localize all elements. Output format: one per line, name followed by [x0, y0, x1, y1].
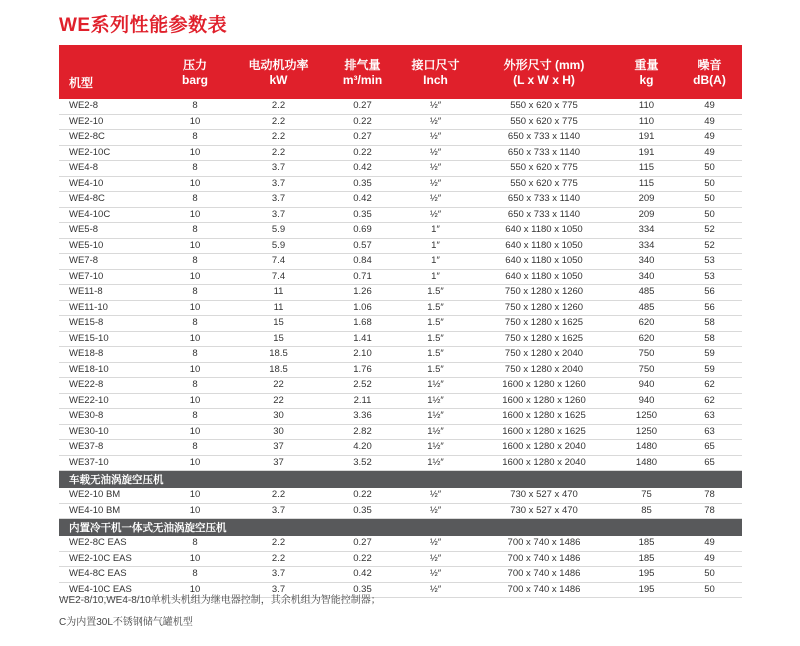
cell-port: 1″: [399, 269, 472, 285]
cell-port: 1.5″: [399, 316, 472, 332]
cell-weight: 195: [616, 567, 677, 583]
cell-power: 2.2: [231, 99, 326, 114]
cell-flow: 0.22: [326, 488, 399, 503]
cell-port: ½″: [399, 145, 472, 161]
cell-power: 7.4: [231, 269, 326, 285]
cell-power: 7.4: [231, 254, 326, 270]
section-title-dryer: 内置冷干机一体式无油涡旋空压机: [59, 519, 742, 537]
cell-weight: 750: [616, 347, 677, 363]
cell-noise: 50: [677, 582, 742, 598]
cell-pressure: 8: [159, 378, 231, 394]
cell-dims: 650 x 733 x 1140: [472, 207, 616, 223]
table-row: [59, 114, 742, 130]
cell-weight: 485: [616, 300, 677, 316]
cell-power: 30: [231, 424, 326, 440]
table-row: [59, 567, 742, 583]
col-unit-flow: m³/min: [326, 73, 399, 99]
cell-weight: 750: [616, 362, 677, 378]
cell-dims: 700 x 740 x 1486: [472, 582, 616, 598]
cell-model: WE2-8: [59, 99, 159, 114]
col-unit-power: kW: [231, 73, 326, 99]
cell-pressure: 8: [159, 161, 231, 177]
cell-model: WE4-10C EAS: [59, 582, 159, 598]
table-row: [59, 254, 742, 270]
cell-pressure: 8: [159, 285, 231, 301]
cell-port: ½″: [399, 207, 472, 223]
col-header-weight: 重量: [616, 45, 677, 73]
cell-model: WE15-10: [59, 331, 159, 347]
cell-noise: 63: [677, 409, 742, 425]
cell-model: WE4-10: [59, 176, 159, 192]
cell-pressure: 8: [159, 316, 231, 332]
cell-power: 15: [231, 316, 326, 332]
cell-port: ½″: [399, 192, 472, 208]
cell-power: 37: [231, 440, 326, 456]
col-unit-pressure: barg: [159, 73, 231, 99]
table-row: [59, 99, 742, 114]
cell-weight: 1480: [616, 455, 677, 471]
cell-dims: 750 x 1280 x 2040: [472, 362, 616, 378]
cell-pressure: 10: [159, 145, 231, 161]
col-unit-dims: (L x W x H): [472, 73, 616, 99]
cell-flow: 0.71: [326, 269, 399, 285]
cell-model: WE5-10: [59, 238, 159, 254]
cell-port: 1½″: [399, 424, 472, 440]
cell-port: 1.5″: [399, 331, 472, 347]
cell-flow: 2.11: [326, 393, 399, 409]
cell-model: WE4-10C: [59, 207, 159, 223]
cell-weight: 620: [616, 331, 677, 347]
cell-dims: 730 x 527 x 470: [472, 503, 616, 519]
table-row: [59, 316, 742, 332]
cell-port: ½″: [399, 567, 472, 583]
table-row: [59, 145, 742, 161]
cell-pressure: 8: [159, 567, 231, 583]
cell-noise: 65: [677, 455, 742, 471]
cell-port: 1″: [399, 254, 472, 270]
section-dryer: [59, 519, 742, 537]
cell-weight: 191: [616, 130, 677, 146]
cell-weight: 209: [616, 207, 677, 223]
col-header-power: 电动机功率: [231, 45, 326, 73]
cell-weight: 185: [616, 536, 677, 551]
table-header: [59, 45, 742, 99]
cell-port: ½″: [399, 551, 472, 567]
cell-pressure: 8: [159, 536, 231, 551]
cell-power: 2.2: [231, 488, 326, 503]
col-unit-noise: dB(A): [677, 73, 742, 99]
table-row: [59, 130, 742, 146]
cell-noise: 49: [677, 551, 742, 567]
cell-dims: 650 x 733 x 1140: [472, 145, 616, 161]
cell-port: ½″: [399, 114, 472, 130]
cell-noise: 50: [677, 567, 742, 583]
cell-port: 1.5″: [399, 300, 472, 316]
table-body-dryer: [59, 536, 742, 598]
section-header-row: [59, 519, 742, 537]
cell-model: WE30-8: [59, 409, 159, 425]
cell-flow: 1.68: [326, 316, 399, 332]
cell-dims: 1600 x 1280 x 1625: [472, 424, 616, 440]
cell-dims: 1600 x 1280 x 1260: [472, 378, 616, 394]
footnote: C为内置30L不锈钢储气罐机型: [59, 617, 193, 628]
cell-model: WE5-8: [59, 223, 159, 239]
table-row: [59, 536, 742, 551]
cell-flow: 0.57: [326, 238, 399, 254]
cell-dims: 730 x 527 x 470: [472, 488, 616, 503]
cell-weight: 115: [616, 176, 677, 192]
cell-flow: 2.52: [326, 378, 399, 394]
cell-weight: 85: [616, 503, 677, 519]
table-body-main: [59, 99, 742, 471]
col-header-dims: 外形尺寸 (mm): [472, 45, 616, 73]
cell-pressure: 10: [159, 393, 231, 409]
cell-power: 3.7: [231, 192, 326, 208]
cell-power: 2.2: [231, 130, 326, 146]
cell-noise: 58: [677, 331, 742, 347]
cell-pressure: 10: [159, 269, 231, 285]
cell-pressure: 8: [159, 192, 231, 208]
cell-model: WE22-8: [59, 378, 159, 394]
cell-model: WE4-8C EAS: [59, 567, 159, 583]
table-row: [59, 393, 742, 409]
cell-pressure: 10: [159, 503, 231, 519]
col-header-flow: 排气量: [326, 45, 399, 73]
col-header-noise: 噪音: [677, 45, 742, 73]
cell-pressure: 8: [159, 347, 231, 363]
cell-port: ½″: [399, 99, 472, 114]
cell-noise: 58: [677, 316, 742, 332]
cell-port: 1.5″: [399, 362, 472, 378]
cell-noise: 49: [677, 145, 742, 161]
cell-dims: 550 x 620 x 775: [472, 114, 616, 130]
cell-flow: 2.82: [326, 424, 399, 440]
cell-pressure: 10: [159, 455, 231, 471]
footnote: WE2-8/10,WE4-8/10单机头机组为继电器控制，其余机组为智能控制器；: [59, 595, 381, 606]
cell-dims: 700 x 740 x 1486: [472, 567, 616, 583]
col-header-model: 机型: [59, 45, 159, 99]
cell-dims: 1600 x 1280 x 2040: [472, 455, 616, 471]
cell-weight: 185: [616, 551, 677, 567]
cell-noise: 53: [677, 254, 742, 270]
cell-port: ½″: [399, 503, 472, 519]
table-row: [59, 223, 742, 239]
cell-noise: 56: [677, 300, 742, 316]
cell-flow: 0.42: [326, 161, 399, 177]
cell-model: WE7-10: [59, 269, 159, 285]
cell-flow: 2.10: [326, 347, 399, 363]
cell-pressure: 10: [159, 300, 231, 316]
cell-weight: 334: [616, 223, 677, 239]
cell-dims: 640 x 1180 x 1050: [472, 254, 616, 270]
cell-pressure: 8: [159, 99, 231, 114]
cell-model: WE18-10: [59, 362, 159, 378]
cell-weight: 1480: [616, 440, 677, 456]
cell-power: 22: [231, 393, 326, 409]
section-vehicle: [59, 471, 742, 489]
cell-noise: 50: [677, 176, 742, 192]
cell-dims: 640 x 1180 x 1050: [472, 238, 616, 254]
cell-flow: 0.69: [326, 223, 399, 239]
section-title-vehicle: 车载无油涡旋空压机: [59, 471, 742, 489]
cell-dims: 650 x 733 x 1140: [472, 192, 616, 208]
cell-dims: 750 x 1280 x 2040: [472, 347, 616, 363]
cell-flow: 1.76: [326, 362, 399, 378]
cell-noise: 59: [677, 362, 742, 378]
cell-port: 1.5″: [399, 347, 472, 363]
cell-model: WE7-8: [59, 254, 159, 270]
cell-power: 30: [231, 409, 326, 425]
col-unit-port: Inch: [399, 73, 472, 99]
table-row: [59, 192, 742, 208]
cell-model: WE2-10C EAS: [59, 551, 159, 567]
cell-flow: 0.22: [326, 114, 399, 130]
cell-dims: 1600 x 1280 x 2040: [472, 440, 616, 456]
cell-noise: 49: [677, 536, 742, 551]
cell-model: WE2-8C: [59, 130, 159, 146]
cell-model: WE2-8C EAS: [59, 536, 159, 551]
cell-flow: 3.52: [326, 455, 399, 471]
table-row: [59, 300, 742, 316]
cell-model: WE4-10 BM: [59, 503, 159, 519]
cell-weight: 110: [616, 99, 677, 114]
cell-flow: 0.22: [326, 145, 399, 161]
cell-power: 22: [231, 378, 326, 394]
cell-weight: 340: [616, 254, 677, 270]
page-title: WE系列性能参数表: [59, 15, 228, 36]
cell-flow: 4.20: [326, 440, 399, 456]
table-row: [59, 440, 742, 456]
spec-table: [59, 45, 742, 598]
cell-pressure: 10: [159, 488, 231, 503]
cell-noise: 63: [677, 424, 742, 440]
cell-noise: 49: [677, 114, 742, 130]
cell-dims: 750 x 1280 x 1625: [472, 331, 616, 347]
cell-noise: 59: [677, 347, 742, 363]
table-row: [59, 207, 742, 223]
table-row: [59, 378, 742, 394]
cell-power: 2.2: [231, 145, 326, 161]
table-row: [59, 161, 742, 177]
cell-noise: 50: [677, 192, 742, 208]
cell-noise: 62: [677, 378, 742, 394]
cell-dims: 750 x 1280 x 1260: [472, 285, 616, 301]
cell-port: 1½″: [399, 455, 472, 471]
cell-flow: 0.35: [326, 503, 399, 519]
col-header-port: 接口尺寸: [399, 45, 472, 73]
cell-flow: 0.27: [326, 130, 399, 146]
cell-flow: 0.27: [326, 99, 399, 114]
cell-pressure: 8: [159, 130, 231, 146]
cell-noise: 49: [677, 99, 742, 114]
cell-model: WE4-8C: [59, 192, 159, 208]
table-row: [59, 347, 742, 363]
cell-port: ½″: [399, 582, 472, 598]
cell-weight: 115: [616, 161, 677, 177]
cell-model: WE30-10: [59, 424, 159, 440]
cell-pressure: 10: [159, 331, 231, 347]
cell-weight: 340: [616, 269, 677, 285]
cell-power: 3.7: [231, 161, 326, 177]
cell-dims: 550 x 620 x 775: [472, 161, 616, 177]
cell-flow: 0.27: [326, 536, 399, 551]
table-row: [59, 455, 742, 471]
cell-dims: 1600 x 1280 x 1260: [472, 393, 616, 409]
cell-noise: 49: [677, 130, 742, 146]
cell-power: 2.2: [231, 536, 326, 551]
cell-dims: 550 x 620 x 775: [472, 99, 616, 114]
cell-model: WE22-10: [59, 393, 159, 409]
cell-dims: 700 x 740 x 1486: [472, 536, 616, 551]
cell-power: 15: [231, 331, 326, 347]
cell-noise: 65: [677, 440, 742, 456]
cell-weight: 940: [616, 378, 677, 394]
cell-weight: 940: [616, 393, 677, 409]
cell-weight: 620: [616, 316, 677, 332]
cell-power: 11: [231, 300, 326, 316]
cell-power: 3.7: [231, 567, 326, 583]
cell-dims: 750 x 1280 x 1625: [472, 316, 616, 332]
table-row: [59, 176, 742, 192]
cell-pressure: 10: [159, 551, 231, 567]
cell-port: ½″: [399, 176, 472, 192]
cell-pressure: 8: [159, 223, 231, 239]
cell-model: WE18-8: [59, 347, 159, 363]
cell-noise: 56: [677, 285, 742, 301]
cell-pressure: 10: [159, 362, 231, 378]
col-header-pressure: 压力: [159, 45, 231, 73]
cell-flow: 0.35: [326, 582, 399, 598]
cell-weight: 485: [616, 285, 677, 301]
cell-weight: 195: [616, 582, 677, 598]
cell-port: 1½″: [399, 378, 472, 394]
cell-noise: 52: [677, 223, 742, 239]
cell-flow: 0.35: [326, 176, 399, 192]
cell-dims: 750 x 1280 x 1260: [472, 300, 616, 316]
cell-noise: 62: [677, 393, 742, 409]
cell-dims: 650 x 733 x 1140: [472, 130, 616, 146]
cell-port: 1.5″: [399, 285, 472, 301]
cell-noise: 53: [677, 269, 742, 285]
cell-pressure: 8: [159, 409, 231, 425]
cell-pressure: 10: [159, 176, 231, 192]
cell-port: 1″: [399, 223, 472, 239]
cell-pressure: 10: [159, 424, 231, 440]
cell-weight: 110: [616, 114, 677, 130]
cell-power: 37: [231, 455, 326, 471]
cell-port: 1″: [399, 238, 472, 254]
cell-model: WE11-8: [59, 285, 159, 301]
cell-noise: 50: [677, 161, 742, 177]
cell-weight: 75: [616, 488, 677, 503]
cell-flow: 1.06: [326, 300, 399, 316]
table-row: [59, 238, 742, 254]
cell-port: ½″: [399, 536, 472, 551]
table-row: [59, 551, 742, 567]
cell-flow: 0.35: [326, 207, 399, 223]
cell-port: ½″: [399, 130, 472, 146]
cell-model: WE37-10: [59, 455, 159, 471]
cell-noise: 78: [677, 488, 742, 503]
cell-model: WE11-10: [59, 300, 159, 316]
cell-model: WE2-10C: [59, 145, 159, 161]
cell-power: 2.2: [231, 114, 326, 130]
cell-port: 1½″: [399, 393, 472, 409]
cell-port: 1½″: [399, 409, 472, 425]
cell-pressure: 10: [159, 114, 231, 130]
cell-power: 18.5: [231, 362, 326, 378]
cell-dims: 640 x 1180 x 1050: [472, 269, 616, 285]
cell-dims: 640 x 1180 x 1050: [472, 223, 616, 239]
table-row: [59, 503, 742, 519]
cell-power: 2.2: [231, 551, 326, 567]
cell-pressure: 8: [159, 254, 231, 270]
cell-power: 3.7: [231, 503, 326, 519]
section-header-row: [59, 471, 742, 489]
cell-flow: 0.42: [326, 192, 399, 208]
table-row: [59, 285, 742, 301]
cell-power: 11: [231, 285, 326, 301]
cell-weight: 191: [616, 145, 677, 161]
cell-pressure: 10: [159, 238, 231, 254]
table-row: [59, 409, 742, 425]
table-row: [59, 269, 742, 285]
table-row: [59, 331, 742, 347]
cell-pressure: 10: [159, 207, 231, 223]
cell-noise: 50: [677, 207, 742, 223]
cell-flow: 1.26: [326, 285, 399, 301]
cell-pressure: 10: [159, 582, 231, 598]
cell-model: WE4-8: [59, 161, 159, 177]
cell-power: 3.7: [231, 582, 326, 598]
cell-flow: 3.36: [326, 409, 399, 425]
cell-noise: 78: [677, 503, 742, 519]
cell-power: 18.5: [231, 347, 326, 363]
cell-model: WE2-10 BM: [59, 488, 159, 503]
cell-dims: 700 x 740 x 1486: [472, 551, 616, 567]
cell-weight: 1250: [616, 424, 677, 440]
table-row: [59, 488, 742, 503]
cell-power: 3.7: [231, 176, 326, 192]
cell-pressure: 8: [159, 440, 231, 456]
cell-model: WE2-10: [59, 114, 159, 130]
cell-flow: 1.41: [326, 331, 399, 347]
cell-port: 1½″: [399, 440, 472, 456]
col-unit-weight: kg: [616, 73, 677, 99]
cell-noise: 52: [677, 238, 742, 254]
cell-flow: 0.84: [326, 254, 399, 270]
cell-port: ½″: [399, 488, 472, 503]
cell-power: 5.9: [231, 223, 326, 239]
cell-flow: 0.22: [326, 551, 399, 567]
footnotes: [59, 594, 381, 638]
cell-power: 3.7: [231, 207, 326, 223]
cell-dims: 1600 x 1280 x 1625: [472, 409, 616, 425]
cell-weight: 209: [616, 192, 677, 208]
cell-power: 5.9: [231, 238, 326, 254]
table-body-vehicle: [59, 488, 742, 519]
cell-weight: 1250: [616, 409, 677, 425]
table-row: [59, 362, 742, 378]
table-row: [59, 424, 742, 440]
cell-port: ½″: [399, 161, 472, 177]
cell-dims: 550 x 620 x 775: [472, 176, 616, 192]
cell-model: WE15-8: [59, 316, 159, 332]
cell-weight: 334: [616, 238, 677, 254]
cell-flow: 0.42: [326, 567, 399, 583]
cell-model: WE37-8: [59, 440, 159, 456]
